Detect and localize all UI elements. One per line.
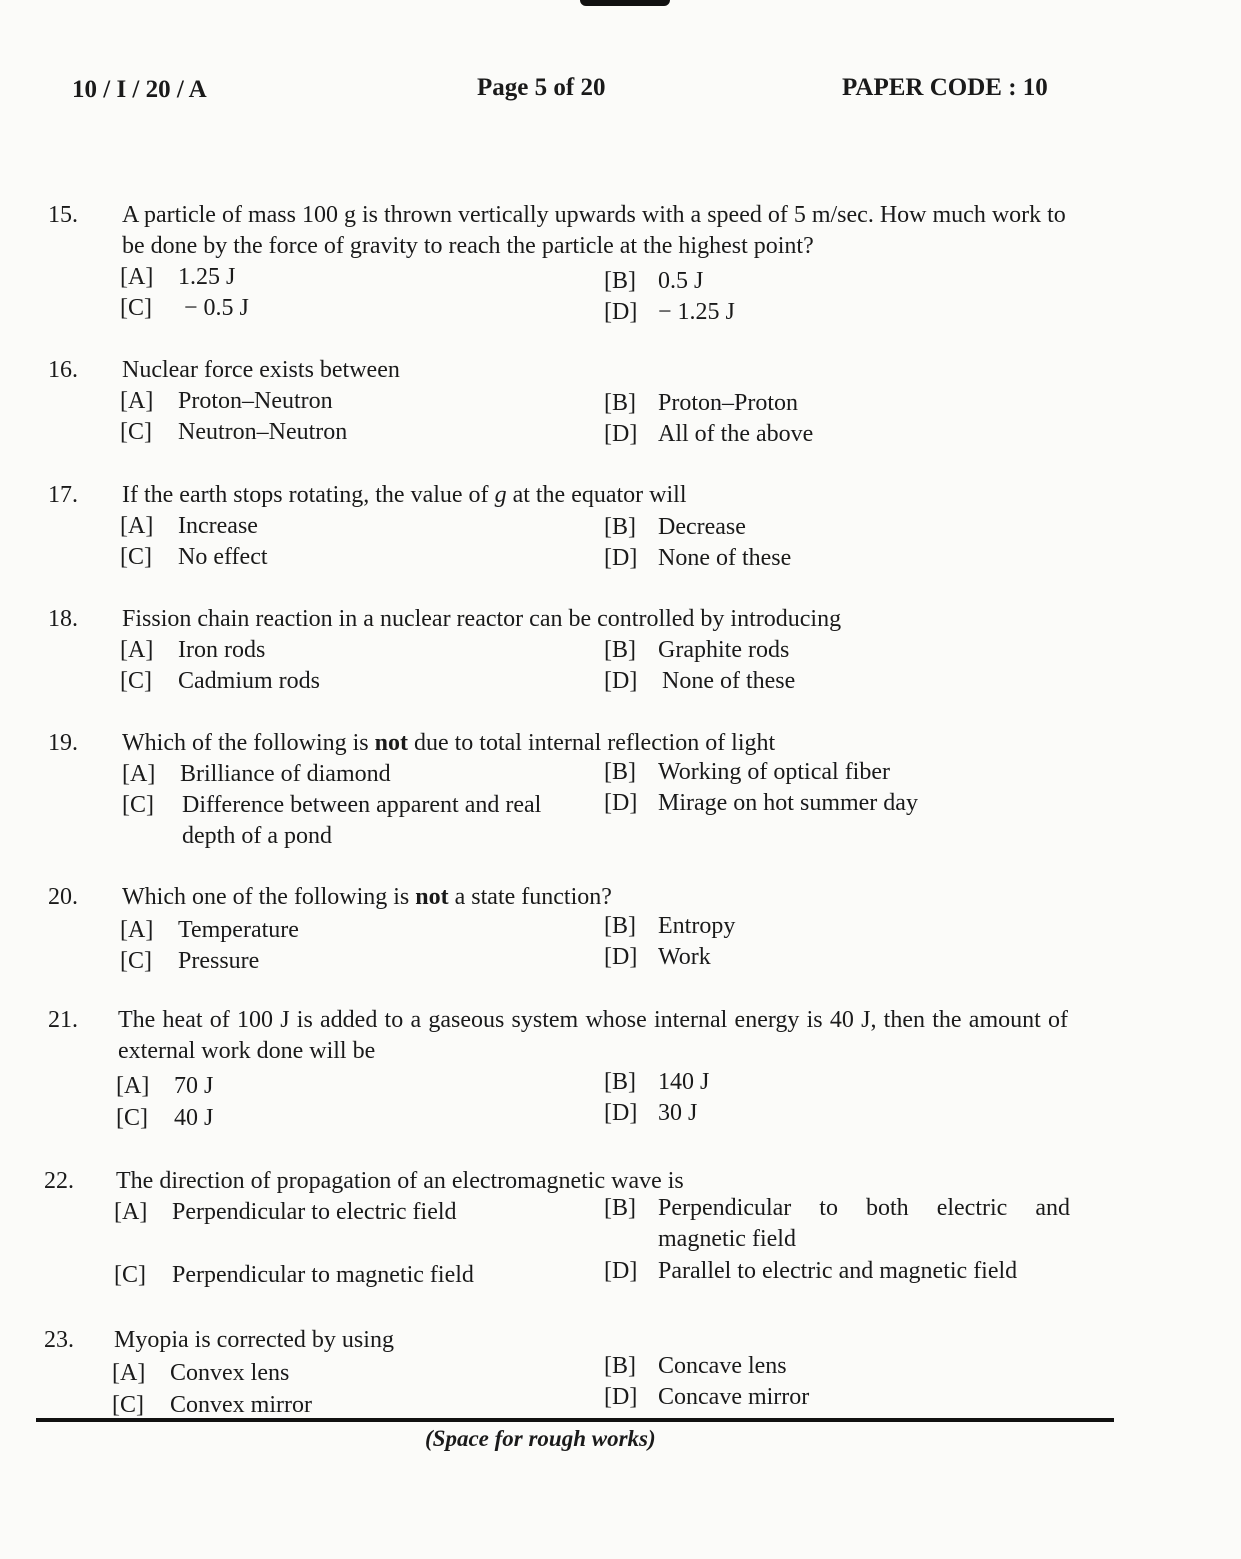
- option-label: [A]: [120, 513, 154, 539]
- option-text: No effect: [178, 544, 268, 570]
- question-text: Myopia is corrected by using: [114, 1327, 394, 1353]
- question-number: 15.: [48, 202, 78, 228]
- option-b[interactable]: [604, 1067, 709, 1098]
- option-label: [D]: [604, 421, 638, 447]
- question-text: The heat of 100 J is added to a gaseous system whose internal energy is 40 J, then the amount of external work done will be: [118, 1007, 1068, 1064]
- scan-artifact: [580, 0, 670, 6]
- option-text: Brilliance of diamond: [180, 761, 391, 787]
- option-a[interactable]: [112, 1358, 289, 1389]
- option-text: 70 J: [174, 1073, 214, 1099]
- option-label: [B]: [604, 268, 636, 294]
- option-text: 140 J: [658, 1069, 710, 1095]
- rough-work-label: (Space for rough works): [425, 1426, 656, 1451]
- option-c[interactable]: [120, 293, 249, 324]
- option-label: [D]: [604, 299, 638, 325]
- option-label: [A]: [120, 637, 154, 663]
- option-a[interactable]: [114, 1197, 457, 1228]
- question-number: 19.: [48, 730, 78, 756]
- option-text: Perpendicular to both electric and magnetic field: [658, 1195, 1070, 1252]
- option-text: None of these: [662, 668, 796, 694]
- option-a[interactable]: [122, 759, 391, 790]
- question-number: 16.: [48, 357, 78, 383]
- option-label: [A]: [120, 917, 154, 943]
- option-label: [C]: [116, 1105, 148, 1131]
- option-c[interactable]: [122, 790, 592, 852]
- option-d[interactable]: [604, 297, 735, 328]
- paper-code: PAPER CODE : 10: [842, 74, 1048, 101]
- option-text: Perpendicular to electric field: [172, 1199, 457, 1225]
- option-text: Cadmium rods: [178, 668, 320, 694]
- emphasis-not: not: [415, 884, 449, 910]
- option-text: All of the above: [658, 421, 814, 447]
- emphasis-not: not: [374, 730, 408, 756]
- option-text: Working of optical fiber: [658, 759, 890, 785]
- option-text: Work: [658, 944, 711, 970]
- option-text: − 0.5 J: [184, 295, 249, 321]
- option-label: [A]: [116, 1073, 150, 1099]
- option-text: Concave mirror: [658, 1384, 810, 1410]
- option-b[interactable]: [604, 1193, 1070, 1255]
- question-text: Fission chain reaction in a nuclear reactor can be controlled by introducing: [122, 606, 842, 632]
- option-label: [C]: [114, 1262, 146, 1288]
- option-d[interactable]: [604, 788, 918, 819]
- option-a[interactable]: [116, 1071, 213, 1102]
- option-text: Neutron–Neutron: [178, 419, 348, 445]
- option-label: [B]: [604, 637, 636, 663]
- option-text: 30 J: [658, 1100, 698, 1126]
- option-c[interactable]: [120, 417, 347, 448]
- option-b[interactable]: [604, 266, 703, 297]
- question-number: 23.: [44, 1327, 74, 1353]
- option-b[interactable]: [604, 512, 746, 543]
- option-b[interactable]: [604, 757, 890, 788]
- option-text: Pressure: [178, 948, 260, 974]
- question-text: Which one of the following is not a state function?: [122, 884, 612, 910]
- question-number: 21.: [48, 1007, 78, 1033]
- option-text: Decrease: [658, 514, 746, 540]
- variable-g: g: [494, 482, 507, 508]
- option-label: [C]: [120, 668, 152, 694]
- option-label: [A]: [120, 388, 154, 414]
- option-text: Concave lens: [658, 1353, 787, 1379]
- option-label: [C]: [120, 544, 152, 570]
- option-text: Perpendicular to magnetic field: [172, 1262, 474, 1288]
- option-label: [A]: [114, 1199, 148, 1225]
- option-label: [D]: [604, 790, 638, 816]
- option-text: Graphite rods: [658, 637, 790, 663]
- option-text: Iron rods: [178, 637, 266, 663]
- option-d[interactable]: [604, 942, 711, 973]
- option-a[interactable]: [120, 915, 299, 946]
- option-d[interactable]: [604, 543, 791, 574]
- option-text: Temperature: [178, 917, 299, 943]
- option-a[interactable]: [120, 635, 265, 666]
- option-b[interactable]: [604, 635, 789, 666]
- option-d[interactable]: [604, 666, 795, 697]
- option-c[interactable]: [116, 1103, 213, 1134]
- option-c[interactable]: [120, 946, 259, 977]
- option-label: [C]: [120, 419, 152, 445]
- option-text: 0.5 J: [658, 268, 704, 294]
- option-label: [B]: [604, 759, 636, 785]
- option-b[interactable]: [604, 1351, 787, 1382]
- question-text: Which of the following is not due to total internal reflection of light: [122, 730, 776, 756]
- option-label: [C]: [112, 1392, 144, 1418]
- option-label: [A]: [112, 1360, 146, 1386]
- question-text: Nuclear force exists between: [122, 357, 400, 383]
- option-label: [B]: [604, 1069, 636, 1095]
- question-number: 18.: [48, 606, 78, 632]
- option-text: 40 J: [174, 1105, 214, 1131]
- option-text: Parallel to electric and magnetic field: [658, 1258, 1018, 1284]
- option-label: [D]: [604, 1384, 638, 1410]
- option-text: Convex mirror: [170, 1392, 312, 1418]
- option-label: [A]: [122, 761, 156, 787]
- option-label: [A]: [120, 264, 154, 290]
- option-label: [B]: [604, 390, 636, 416]
- option-a[interactable]: [120, 262, 235, 293]
- option-a[interactable]: [120, 511, 258, 542]
- option-text: Convex lens: [170, 1360, 290, 1386]
- option-text: None of these: [658, 545, 792, 571]
- option-text: Proton–Proton: [658, 390, 799, 416]
- option-text: 1.25 J: [178, 264, 236, 290]
- question-text: A particle of mass 100 g is thrown vertically upwards with a speed of 5 m/sec. How much work to be done by the force of gravity to reach the particle at the highest point?: [122, 202, 1066, 259]
- option-text: Proton–Neutron: [178, 388, 333, 414]
- option-label: [B]: [604, 1195, 636, 1221]
- option-label: [C]: [122, 792, 154, 818]
- option-c[interactable]: [120, 542, 268, 573]
- question-number: 20.: [48, 884, 78, 910]
- option-text: Difference between apparent and real depth of a pond: [182, 792, 542, 849]
- option-label: [C]: [120, 948, 152, 974]
- page-number: Page 5 of 20: [477, 74, 606, 101]
- page-divider: [36, 1418, 1114, 1422]
- option-text: − 1.25 J: [658, 299, 735, 325]
- option-label: [D]: [604, 944, 638, 970]
- option-c[interactable]: [120, 666, 320, 697]
- paper-id: 10 / I / 20 / A: [72, 76, 207, 103]
- question-text: If the earth stops rotating, the value of g at the equator will: [122, 482, 687, 508]
- option-d[interactable]: [604, 1098, 697, 1129]
- option-label: [D]: [604, 668, 638, 694]
- option-b[interactable]: [604, 911, 735, 942]
- option-d[interactable]: [604, 1382, 809, 1413]
- question-number: 17.: [48, 482, 78, 508]
- option-text: Entropy: [658, 913, 736, 939]
- option-text: Mirage on hot summer day: [658, 790, 918, 816]
- option-b[interactable]: [604, 388, 798, 419]
- question-text: The direction of propagation of an electromagnetic wave is: [116, 1168, 684, 1194]
- option-c[interactable]: [114, 1260, 474, 1291]
- option-label: [D]: [604, 1258, 638, 1284]
- option-label: [D]: [604, 1100, 638, 1126]
- question-number: 22.: [44, 1168, 74, 1194]
- option-label: [B]: [604, 514, 636, 540]
- option-label: [C]: [120, 295, 152, 321]
- option-text: Increase: [178, 513, 258, 539]
- option-d[interactable]: [604, 419, 813, 450]
- option-label: [D]: [604, 545, 638, 571]
- option-d[interactable]: [604, 1256, 1017, 1287]
- option-label: [B]: [604, 913, 636, 939]
- option-a[interactable]: [120, 386, 333, 417]
- option-label: [B]: [604, 1353, 636, 1379]
- option-c[interactable]: [112, 1390, 312, 1421]
- page-header: [0, 72, 1241, 112]
